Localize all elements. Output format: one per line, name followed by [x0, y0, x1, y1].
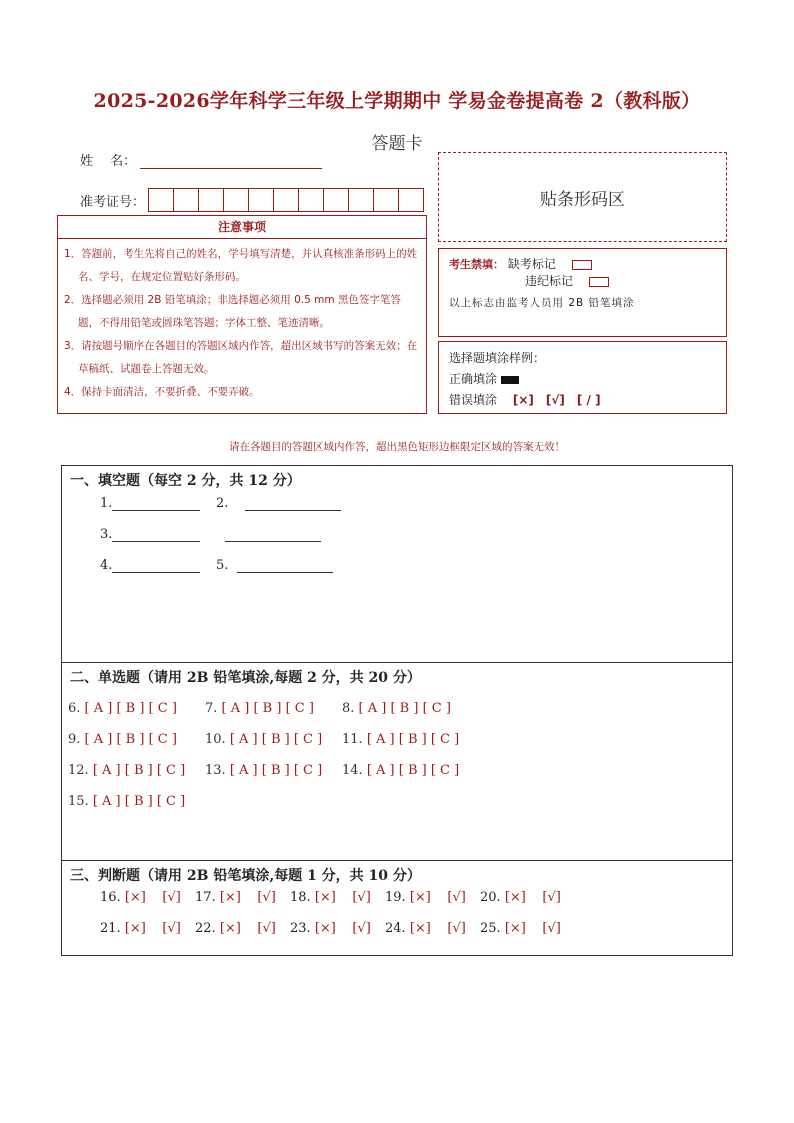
filled-sample-mark — [501, 376, 519, 384]
section-single-choice — [61, 663, 733, 861]
true-mark-option[interactable]: [√] — [257, 890, 276, 905]
false-mark-option[interactable]: [×] — [124, 890, 146, 905]
blank-3b[interactable] — [225, 527, 321, 542]
false-mark-option[interactable]: [×] — [409, 921, 431, 936]
true-mark-option[interactable]: [√] — [542, 921, 561, 936]
choice-question[interactable] — [205, 763, 322, 778]
true-mark-option[interactable]: [√] — [162, 890, 181, 905]
false-mark-option[interactable]: [×] — [219, 890, 241, 905]
fill-sample-panel — [438, 341, 727, 414]
section-title: 三、判断题（请用 2B 铅笔填涂,每题 1 分，共 10 分） — [70, 868, 421, 884]
wrong-fill-label: 错误填涂 — [449, 393, 498, 407]
forbid-note: 以上标志由监考人员用 2B 铅笔填涂 — [449, 297, 635, 309]
exam-id-box[interactable] — [398, 188, 424, 212]
judge-question[interactable] — [195, 890, 276, 905]
question-number: 21. — [100, 921, 125, 936]
false-mark-option[interactable]: [×] — [409, 890, 431, 905]
barcode-label: 贴条形码区 — [540, 189, 625, 210]
choice-options[interactable]: [ A ] [ B ] [ C ] — [366, 732, 460, 747]
choice-question[interactable] — [342, 701, 451, 716]
question-number: 13. — [205, 763, 230, 778]
judge-question[interactable] — [385, 921, 466, 936]
false-mark-option[interactable]: [×] — [124, 921, 146, 936]
exam-id-label: 准考证号： — [80, 194, 146, 210]
question-number: 9. — [68, 732, 85, 747]
question-number: 7. — [205, 701, 222, 716]
question-number: 15. — [68, 794, 93, 809]
exam-id-box[interactable] — [348, 188, 374, 212]
true-mark-option[interactable]: [√] — [352, 921, 371, 936]
judge-question[interactable] — [385, 890, 466, 905]
choice-options[interactable]: [ A ] [ B ] [ C ] — [84, 732, 177, 747]
absent-mark-label: 缺考标记 — [507, 257, 556, 271]
name-label: 姓 名： — [80, 154, 137, 169]
exam-id-box[interactable] — [323, 188, 349, 212]
question-number: 12. — [68, 763, 93, 778]
choice-options[interactable]: [ A ] [ B ] [ C ] — [92, 794, 186, 809]
correct-fill-label: 正确填涂 — [449, 372, 498, 386]
exam-id-box[interactable] — [273, 188, 299, 212]
question-number: 23. — [290, 921, 315, 936]
exam-id-box[interactable] — [248, 188, 274, 212]
judge-question[interactable] — [290, 890, 371, 905]
forbid-label: 考生禁填： — [449, 258, 504, 271]
true-mark-option[interactable]: [√] — [352, 890, 371, 905]
question-number: 14. — [342, 763, 367, 778]
question-number: 16. — [100, 890, 125, 905]
choice-options[interactable]: [ A ] [ B ] [ C ] — [84, 701, 177, 716]
true-mark-option[interactable]: [√] — [447, 921, 466, 936]
false-mark-option[interactable]: [×] — [504, 921, 526, 936]
proctor-marks-panel — [438, 248, 727, 337]
false-mark-option[interactable]: [×] — [314, 890, 336, 905]
exam-id-box[interactable] — [373, 188, 399, 212]
judge-question[interactable] — [290, 921, 371, 936]
true-mark-option[interactable]: [√] — [542, 890, 561, 905]
choice-question[interactable] — [68, 794, 185, 809]
judge-question[interactable] — [480, 921, 561, 936]
note-item: 3．请按题号顺序在各题目的答题区域内作答，超出区域书写的答案无效；在草稿纸、试题卷上答题无效。 — [64, 340, 418, 375]
choice-question[interactable] — [68, 732, 177, 747]
blank-3[interactable]: 3. — [100, 527, 200, 542]
question-number: 24. — [385, 921, 410, 936]
choice-options[interactable]: [ A ] [ B ] [ C ] — [92, 763, 186, 778]
question-number: 25. — [480, 921, 505, 936]
exam-id-box[interactable] — [173, 188, 199, 212]
choice-options[interactable]: [ A ] [ B ] [ C ] — [221, 701, 314, 716]
absent-mark-box[interactable] — [572, 260, 592, 270]
question-number: 8. — [342, 701, 359, 716]
question-number: 19. — [385, 890, 410, 905]
page-title: 2025-2026学年科学三年级上学期期中 学易金卷提高卷 2（教科版） — [93, 90, 701, 112]
blank-5[interactable]: 5. — [216, 558, 333, 573]
judge-question[interactable] — [100, 890, 181, 905]
choice-options[interactable]: [ A ] [ B ] [ C ] — [366, 763, 460, 778]
false-mark-option[interactable]: [×] — [504, 890, 526, 905]
name-line[interactable] — [140, 154, 322, 169]
question-number: 10. — [205, 732, 230, 747]
blank-1[interactable]: 1. — [100, 496, 200, 511]
choice-question[interactable] — [68, 701, 177, 716]
choice-options[interactable]: [ A ] [ B ] [ C ] — [229, 763, 323, 778]
choice-question[interactable] — [342, 763, 459, 778]
exam-id-field — [80, 188, 424, 212]
true-mark-option[interactable]: [√] — [162, 921, 181, 936]
choice-options[interactable]: [ A ] [ B ] [ C ] — [229, 732, 323, 747]
exam-id-boxes — [149, 188, 424, 212]
choice-question[interactable] — [205, 732, 322, 747]
answer-sheet-subtitle: 答题卡 — [371, 134, 423, 154]
question-number: 20. — [480, 890, 505, 905]
section-true-false — [61, 861, 733, 956]
blank-4[interactable]: 4. — [100, 558, 200, 573]
choice-question[interactable] — [205, 701, 314, 716]
wrong-fill-marks: [×] [√] [ / ] — [512, 393, 601, 407]
notes-heading: 注意事项 — [58, 216, 426, 239]
judge-question[interactable] — [195, 921, 276, 936]
violation-mark-box[interactable] — [589, 277, 609, 287]
notes-panel — [57, 215, 427, 414]
exam-id-box[interactable] — [198, 188, 224, 212]
choice-options[interactable]: [ A ] [ B ] [ C ] — [358, 701, 451, 716]
barcode-area — [438, 152, 727, 242]
exam-id-box[interactable] — [298, 188, 324, 212]
choice-question[interactable] — [342, 732, 459, 747]
name-field — [80, 150, 322, 169]
question-number: 6. — [68, 701, 85, 716]
section-title: 二、单选题（请用 2B 铅笔填涂,每题 2 分，共 20 分） — [70, 670, 421, 686]
note-item: 1．答题前，考生先将自己的姓名，学号填写清楚，并认真核准条形码上的姓名、学号，在规定位置贴好条形码。 — [64, 248, 418, 283]
question-number: 22. — [195, 921, 220, 936]
sample-heading: 选择题填涂样例： — [449, 351, 546, 365]
false-mark-option[interactable]: [×] — [314, 921, 336, 936]
section-title: 一、填空题（每空 2 分，共 12 分） — [70, 473, 301, 489]
question-number: 17. — [195, 890, 220, 905]
section-fill-in-blank — [61, 465, 733, 663]
false-mark-option[interactable]: [×] — [219, 921, 241, 936]
answer-area-warning: 请在各题目的答题区域内作答，超出黑色矩形边框限定区域的答案无效！ — [229, 441, 565, 453]
true-mark-option[interactable]: [√] — [447, 890, 466, 905]
exam-id-box[interactable] — [148, 188, 174, 212]
question-number: 11. — [342, 732, 367, 747]
judge-question[interactable] — [100, 921, 181, 936]
question-number: 18. — [290, 890, 315, 905]
judge-question[interactable] — [480, 890, 561, 905]
blank-2[interactable]: 2. — [216, 496, 341, 511]
choice-question[interactable] — [68, 763, 185, 778]
note-item: 2．选择题必须用 2B 铅笔填涂；非选择题必须用 0.5 mm 黑色签字笔答题，不得用铅笔或圆珠笔答题；字体工整、笔迹清晰。 — [64, 294, 401, 329]
note-item: 4．保持卡面清洁，不要折叠、不要弄破。 — [64, 386, 260, 398]
exam-id-box[interactable] — [223, 188, 249, 212]
violation-mark-label: 违纪标记 — [525, 274, 574, 288]
true-mark-option[interactable]: [√] — [257, 921, 276, 936]
